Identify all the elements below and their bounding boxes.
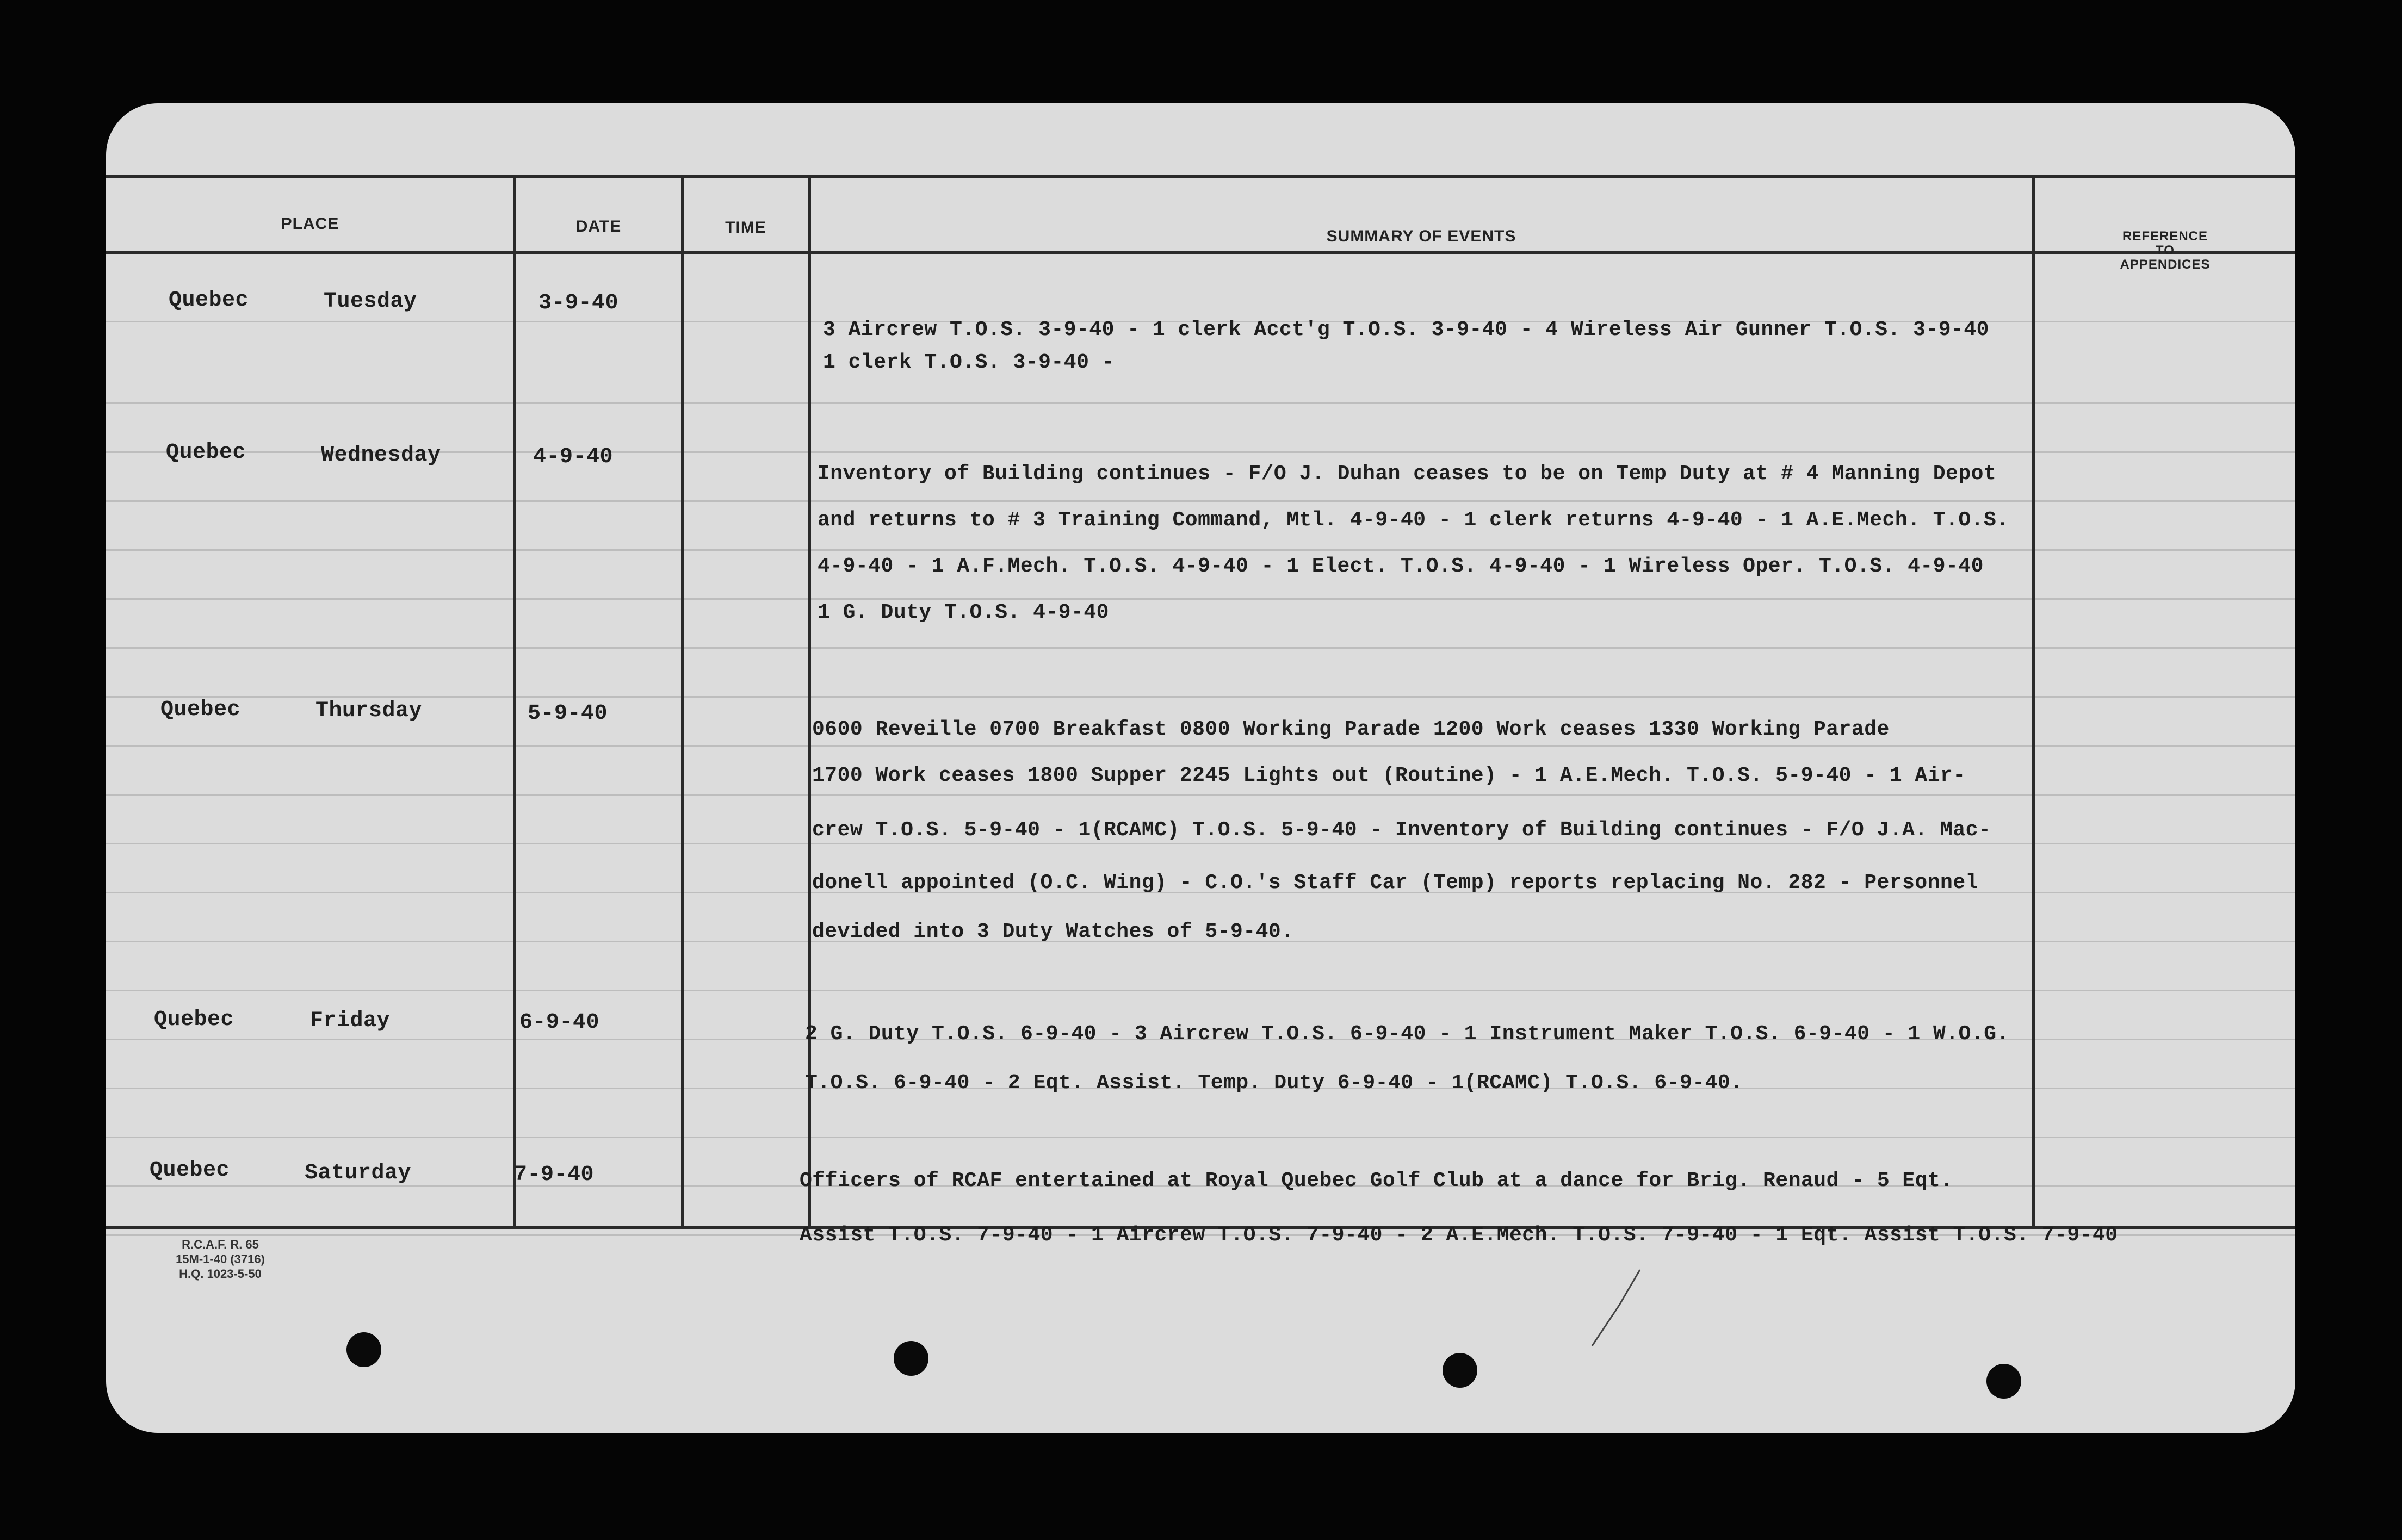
header-place: PLACE: [281, 215, 339, 233]
summary-line: 1700 Work ceases 1800 Supper 2245 Lights out (Routine) - 1 A.E.Mech. T.O.S. 5-9-40 - 1 Air-: [812, 764, 1966, 787]
ruled-line: [106, 549, 2295, 551]
summary-line: 1 clerk T.O.S. 3-9-40 -: [823, 351, 1115, 374]
entry-day: Tuesday: [324, 289, 417, 314]
column-divider-date-time: [681, 175, 684, 1227]
entry-date: 7-9-40: [514, 1163, 595, 1187]
summary-line: Inventory of Building continues - F/O J. Duhan ceases to be on Temp Duty at # 4 Manning Depot: [818, 462, 1997, 486]
ruled-line: [106, 402, 2295, 404]
summary-line: Assist T.O.S. 7-9-40 - 1 Aircrew T.O.S. 7-9-40 - 2 A.E.Mech. T.O.S. 7-9-40 - 1 Eqt. Assist T.O.S. 7-9-40: [800, 1224, 2118, 1247]
summary-line: 4-9-40 - 1 A.F.Mech. T.O.S. 4-9-40 - 1 Elect. T.O.S. 4-9-40 - 1 Wireless Oper. T.O.S. 4-9-40: [818, 555, 1984, 578]
header-date: DATE: [575, 218, 622, 235]
entry-day: Friday: [310, 1009, 391, 1033]
ruled-line: [106, 647, 2295, 649]
entry-date: 6-9-40: [519, 1010, 600, 1035]
entry-day: Wednesday: [321, 443, 441, 468]
header-top-rule: [106, 175, 2295, 178]
entry-date: 3-9-40: [538, 291, 619, 315]
summary-line: 2 G. Duty T.O.S. 6-9-40 - 3 Aircrew T.O.S. 6-9-40 - 1 Instrument Maker T.O.S. 6-9-40 - 1 W.O.G.: [805, 1022, 2009, 1046]
entry-day: Saturday: [305, 1161, 412, 1185]
entry-place: Quebec: [169, 288, 249, 313]
ruled-line: [106, 745, 2295, 747]
binder-hole: [346, 1332, 381, 1367]
ruled-line: [106, 500, 2295, 502]
binder-hole: [1443, 1353, 1477, 1388]
ruled-line: [106, 794, 2295, 796]
ruled-line: [106, 598, 2295, 600]
header-reference-appendices: REFERENCE TO APPENDICES: [2120, 229, 2211, 272]
summary-line: Officers of RCAF entertained at Royal Quebec Golf Club at a dance for Brig. Renaud - 5 Eqt.: [800, 1169, 1953, 1193]
column-divider-place-date: [513, 175, 516, 1227]
summary-line: 3 Aircrew T.O.S. 3-9-40 - 1 clerk Acct'g T.O.S. 3-9-40 - 4 Wireless Air Gunner T.O.S. 3-9-40: [823, 318, 1989, 341]
pencil-mark: [1586, 1267, 1645, 1349]
ruled-line: [106, 696, 2295, 698]
summary-line: devided into 3 Duty Watches of 5-9-40.: [812, 920, 1294, 943]
binder-hole: [894, 1341, 928, 1376]
column-divider-summary-reference: [2032, 175, 2035, 1227]
column-divider-time-summary: [808, 175, 811, 1227]
ruled-line: [106, 990, 2295, 991]
entry-place: Quebec: [166, 440, 246, 465]
header-bottom-rule: [106, 251, 2295, 254]
diary-form-card: [106, 103, 2295, 1433]
form-number: R.C.A.F. R. 65 15M-1-40 (3716) H.Q. 1023-5-50: [176, 1238, 265, 1281]
ruled-line: [106, 1137, 2295, 1138]
entry-date: 4-9-40: [533, 445, 614, 469]
header-summary: SUMMARY OF EVENTS: [1326, 227, 1516, 245]
ruled-line: [106, 843, 2295, 844]
entry-place: Quebec: [154, 1008, 234, 1032]
entry-place: Quebec: [160, 698, 241, 722]
summary-line: 0600 Reveille 0700 Breakfast 0800 Working Parade 1200 Work ceases 1330 Working Parade: [812, 718, 1890, 741]
entry-place: Quebec: [150, 1158, 230, 1183]
entry-day: Thursday: [315, 699, 423, 723]
header-time: TIME: [725, 219, 766, 237]
summary-line: and returns to # 3 Training Command, Mtl. 4-9-40 - 1 clerk returns 4-9-40 - 1 A.E.Mech. T.O.S.: [818, 508, 2009, 532]
entry-date: 5-9-40: [528, 701, 608, 726]
summary-line: crew T.O.S. 5-9-40 - 1(RCAMC) T.O.S. 5-9-40 - Inventory of Building continues - F/O J.A. Mac-: [812, 818, 1991, 842]
binder-hole: [1986, 1364, 2021, 1399]
summary-line: T.O.S. 6-9-40 - 2 Eqt. Assist. Temp. Duty 6-9-40 - 1(RCAMC) T.O.S. 6-9-40.: [805, 1071, 1743, 1095]
summary-line: 1 G. Duty T.O.S. 4-9-40: [818, 601, 1109, 624]
summary-line: donell appointed (O.C. Wing) - C.O.'s Staff Car (Temp) reports replacing No. 282 - Personnel: [812, 871, 1978, 895]
